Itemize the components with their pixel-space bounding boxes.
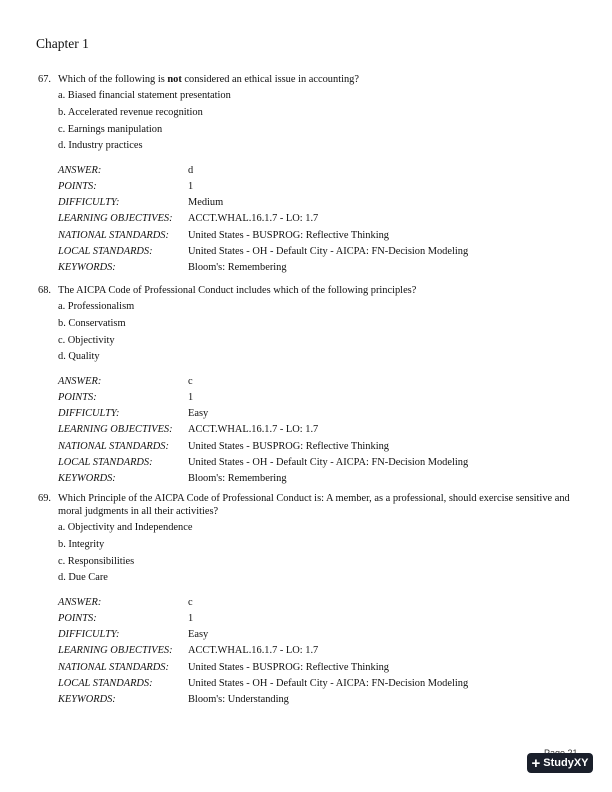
plus-icon: + [531, 754, 541, 772]
question-number: 67. [38, 74, 51, 85]
meta-value: d [188, 164, 194, 176]
stem-emphasis: not [167, 74, 182, 85]
meta-value: Easy [188, 408, 209, 420]
meta-label: LEARNING OBJECTIVES: [58, 645, 173, 657]
option-d: d. Quality [58, 351, 100, 363]
meta-value: ACCT.WHAL.16.1.7 - LO: 1.7 [188, 645, 319, 657]
meta-difficulty [58, 627, 578, 643]
option-a: a. Biased financial statement presentation [58, 90, 231, 102]
question-67 [38, 73, 578, 276]
meta-value: 1 [188, 612, 194, 624]
meta-keywords [58, 260, 578, 276]
option-b: b. Accelerated revenue recognition [58, 106, 203, 118]
meta-value: Medium [188, 197, 224, 209]
brand-suffix: XY [573, 757, 589, 769]
meta-value: Bloom's: Remembering [188, 472, 287, 484]
meta-label: DIFFICULTY: [58, 629, 120, 641]
meta-points [58, 390, 578, 406]
option-b: b. Conservatism [58, 317, 126, 329]
meta-value: Bloom's: Understanding [188, 693, 289, 705]
meta-label: ANSWER: [58, 375, 102, 387]
option-b: b. Integrity [58, 538, 105, 550]
meta-label: DIFFICULTY: [58, 408, 120, 420]
meta-answer [58, 374, 578, 390]
meta-label: LOCAL STANDARDS: [58, 456, 153, 468]
meta-value: 1 [188, 180, 194, 192]
question-metadata [58, 163, 578, 276]
meta-value: United States - BUSPROG: Reflective Thinking [188, 229, 389, 241]
meta-value: ACCT.WHAL.16.1.7 - LO: 1.7 [188, 424, 319, 436]
meta-value: ACCT.WHAL.16.1.7 - LO: 1.7 [188, 213, 319, 225]
option-a: a. Objectivity and Independence [58, 522, 193, 534]
meta-label: KEYWORDS: [58, 693, 116, 705]
chapter-heading: Chapter 1 [36, 36, 89, 51]
meta-label: POINTS: [58, 612, 97, 624]
meta-label: LEARNING OBJECTIVES: [58, 213, 173, 225]
meta-value: United States - OH - Default City - AICPA: FN-Decision Modeling [188, 677, 469, 689]
meta-value: United States - OH - Default City - AICPA: FN-Decision Modeling [188, 456, 469, 468]
meta-difficulty [58, 195, 578, 211]
meta-label: KEYWORDS: [58, 472, 116, 484]
meta-label: NATIONAL STANDARDS: [58, 440, 169, 452]
meta-label: LOCAL STANDARDS: [58, 245, 153, 257]
meta-value: c [188, 596, 193, 608]
option-c: c. Earnings manipulation [58, 123, 163, 135]
meta-label: ANSWER: [58, 164, 102, 176]
meta-national-standards [58, 228, 578, 244]
meta-label: DIFFICULTY: [58, 197, 120, 209]
meta-label: LEARNING OBJECTIVES: [58, 424, 173, 436]
meta-national-standards [58, 439, 578, 455]
meta-local-standards [58, 244, 578, 260]
question-metadata [58, 374, 578, 487]
question-number: 68. [38, 285, 51, 296]
brand-name [543, 757, 588, 769]
meta-keywords [58, 471, 578, 487]
meta-local-standards [58, 455, 578, 471]
meta-learning-objectives [58, 422, 578, 438]
studyxy-badge[interactable] [527, 753, 593, 773]
brand-prefix: Study [543, 757, 574, 769]
meta-points [58, 179, 578, 195]
option-a: a. Professionalism [58, 301, 135, 313]
meta-learning-objectives [58, 643, 578, 659]
meta-national-standards [58, 660, 578, 676]
stem-text: considered an ethical issue in accounting? [181, 74, 359, 85]
question-69 [38, 492, 578, 708]
meta-label: LOCAL STANDARDS: [58, 677, 153, 689]
meta-answer [58, 163, 578, 179]
meta-points [58, 611, 578, 627]
meta-label: KEYWORDS: [58, 261, 116, 273]
meta-value: United States - BUSPROG: Reflective Thinking [188, 440, 389, 452]
option-c: c. Responsibilities [58, 555, 135, 567]
meta-value: United States - OH - Default City - AICPA: FN-Decision Modeling [188, 245, 469, 257]
meta-label: NATIONAL STANDARDS: [58, 229, 169, 241]
option-d: d. Industry practices [58, 140, 143, 152]
question-metadata [58, 595, 578, 708]
meta-value: 1 [188, 391, 194, 403]
meta-local-standards [58, 676, 578, 692]
question-68 [38, 284, 578, 487]
meta-keywords [58, 692, 578, 708]
meta-value: United States - BUSPROG: Reflective Thinking [188, 661, 389, 673]
stem-text: Which Principle of the AICPA Code of Professional Conduct is: A member, as a professional, should exercise sensitive and moral judgments in all their activities? [58, 493, 570, 517]
meta-learning-objectives [58, 211, 578, 227]
meta-label: NATIONAL STANDARDS: [58, 661, 169, 673]
meta-value: Easy [188, 629, 209, 641]
meta-label: POINTS: [58, 180, 97, 192]
stem-text: Which of the following is [58, 74, 168, 85]
meta-label: ANSWER: [58, 596, 102, 608]
option-c: c. Objectivity [58, 334, 115, 346]
question-stem [38, 73, 578, 86]
question-number: 69. [38, 493, 51, 504]
question-stem [38, 492, 578, 518]
meta-label: POINTS: [58, 391, 97, 403]
meta-value: Bloom's: Remembering [188, 261, 287, 273]
question-stem [38, 284, 578, 297]
stem-text: The AICPA Code of Professional Conduct includes which of the following principles? [58, 285, 417, 296]
meta-value: c [188, 375, 193, 387]
meta-answer [58, 595, 578, 611]
option-d: d. Due Care [58, 572, 108, 584]
meta-difficulty [58, 406, 578, 422]
